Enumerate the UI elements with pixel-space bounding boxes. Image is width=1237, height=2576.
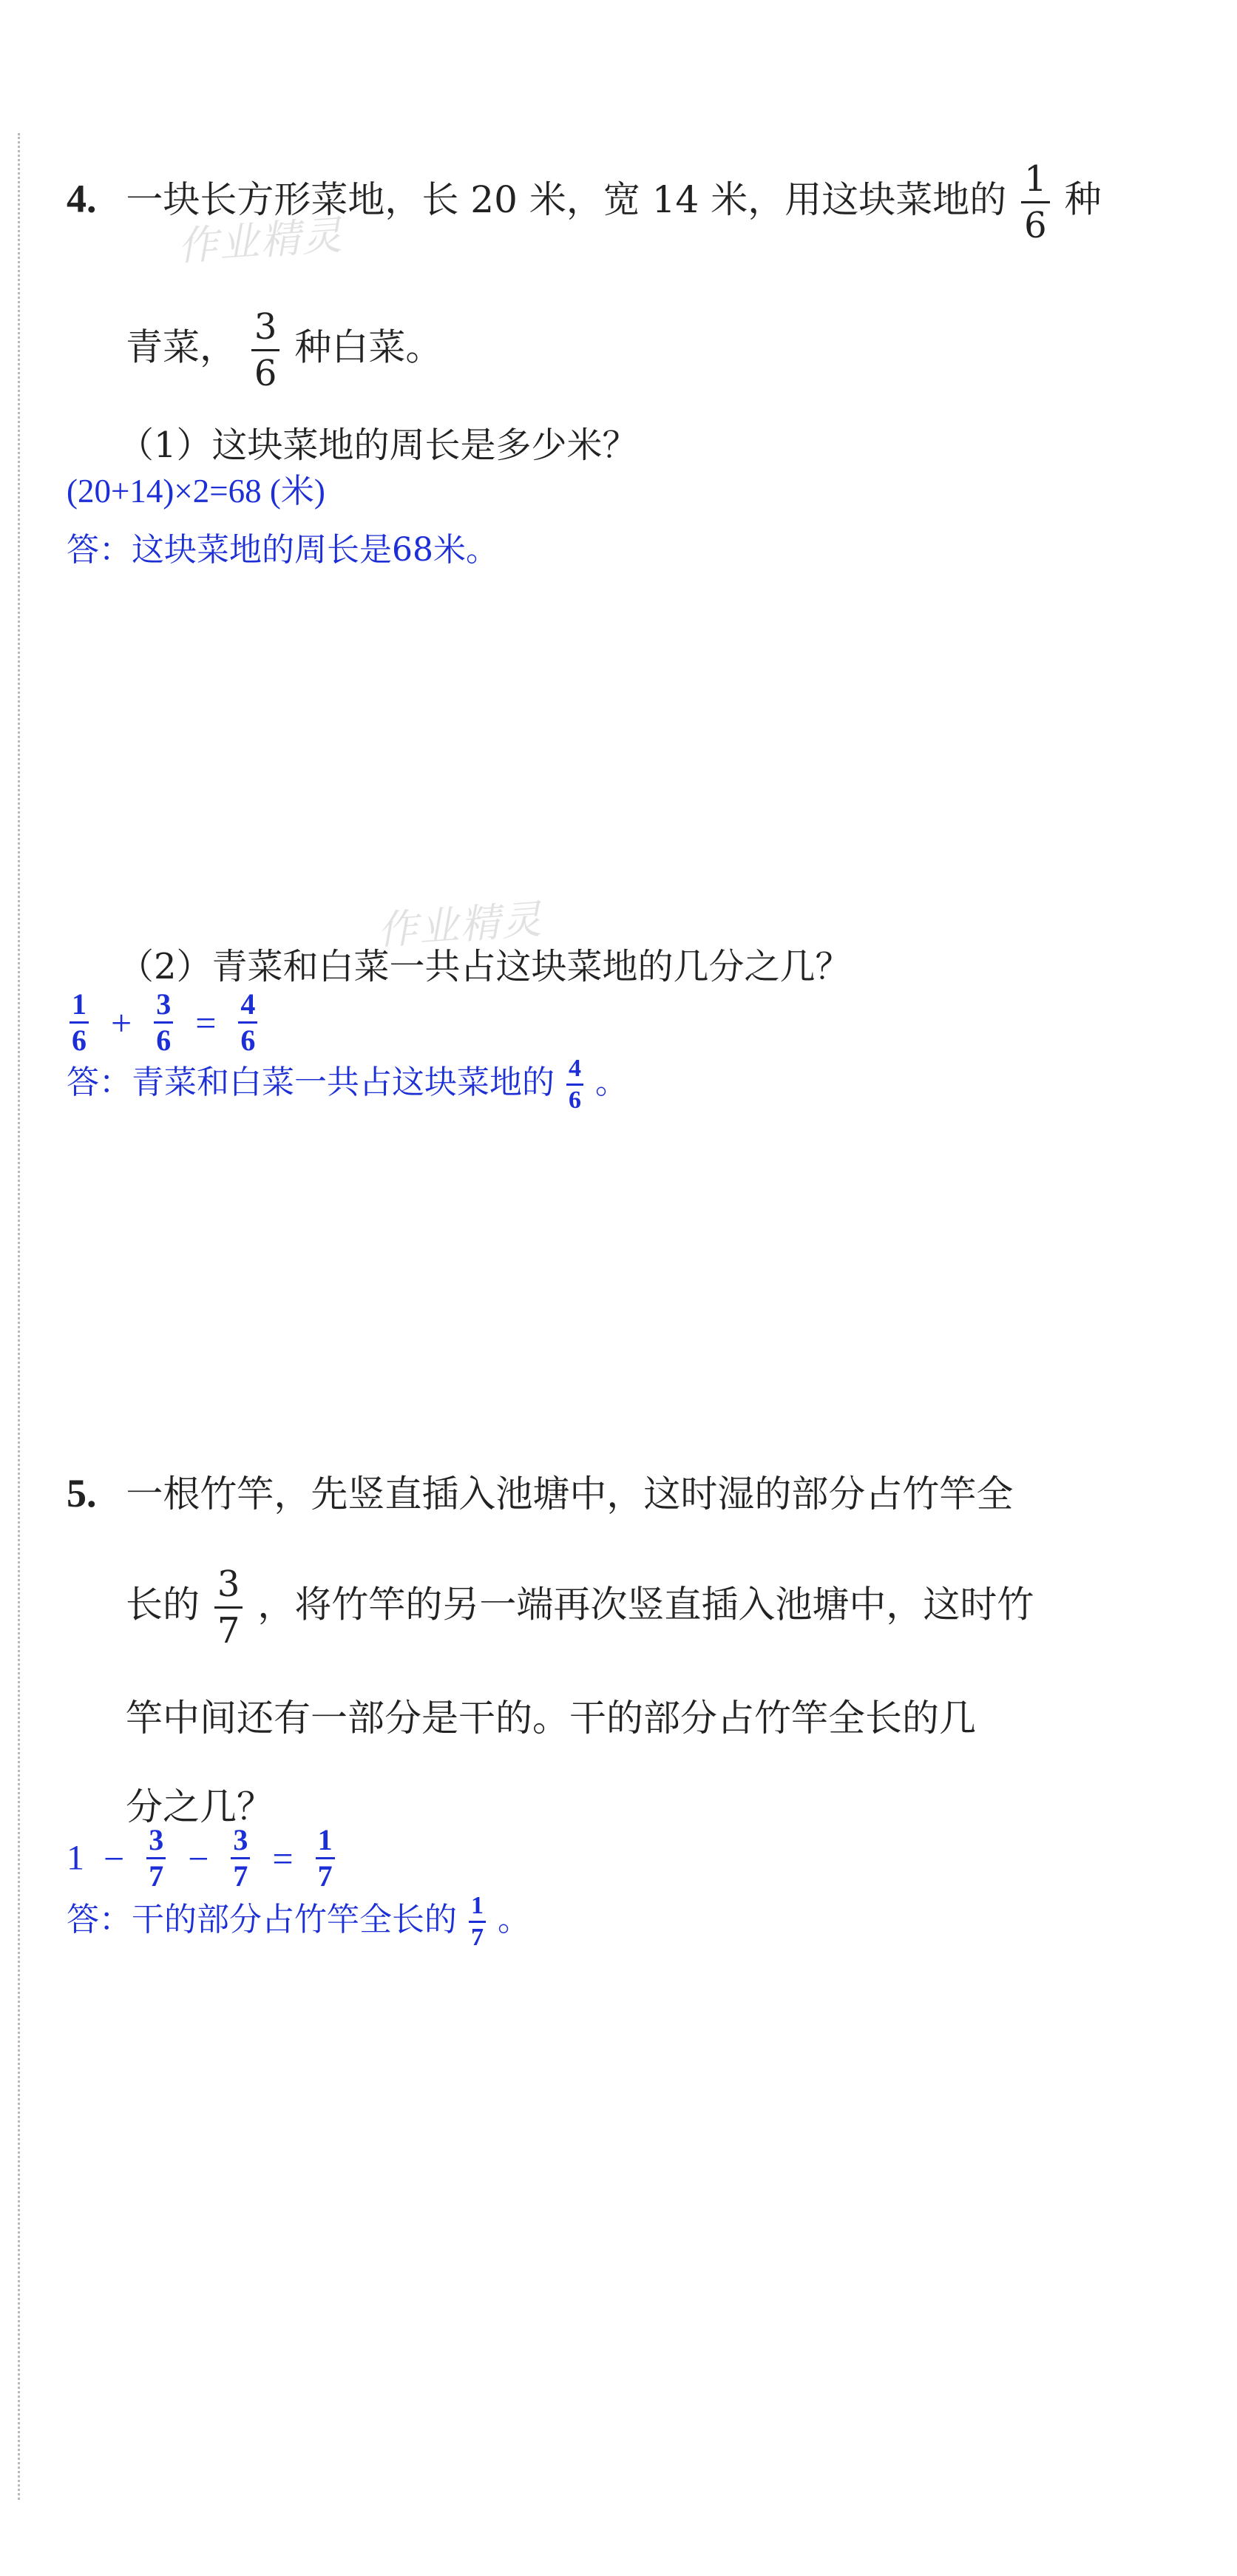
calc-fraction: $\frac{3}{6}$ bbox=[154, 990, 173, 1055]
q5-line2-tail: ，将竹竿的另一端再次竖直插入池塘中，这时竹 bbox=[257, 1583, 1034, 1626]
q5-line1-text: 一根竹竿，先竖直插入池塘中，这时湿的部分占竹竿全 bbox=[126, 1473, 1014, 1515]
q5-number: 5. bbox=[67, 1471, 97, 1515]
q4-line2-head: 青菜， bbox=[126, 325, 237, 369]
q5-answer-end: 。 bbox=[498, 1901, 530, 1938]
binding-margin-line bbox=[18, 133, 20, 2500]
q4-sub2-answer-end: 。 bbox=[595, 1064, 628, 1101]
q4-sub1-calculation: (20+14)×2=68 (米) bbox=[67, 473, 325, 510]
q4-line1-tail: 种 bbox=[1064, 178, 1102, 221]
calc-fraction: $\frac{1}{7}$ bbox=[316, 1825, 335, 1891]
q5-line3: 竿中间还有一部分是干的。干的部分占竹竿全长的几 bbox=[126, 1697, 976, 1740]
q4-sub2-calculation bbox=[67, 987, 260, 1057]
one: 1 bbox=[67, 1838, 84, 1878]
q4-line2-tail: 种白菜。 bbox=[294, 325, 443, 369]
q4-sub2-question: （2）青菜和白菜一共占这块菜地的几分之几？ bbox=[118, 946, 851, 987]
q4-line1-text: 一块长方形菜地，长 20 米，宽 14 米，用这块菜地的 bbox=[126, 178, 1007, 221]
q5-line2 bbox=[126, 1563, 1034, 1652]
q4-number: 4. bbox=[67, 176, 97, 221]
q4-line2 bbox=[126, 306, 443, 394]
minus-sign: − bbox=[188, 1837, 209, 1879]
answer-fraction: $\frac{1}{7}$ bbox=[469, 1893, 486, 1950]
q5-line4: 分之几？ bbox=[126, 1785, 274, 1828]
minus-sign: − bbox=[104, 1837, 125, 1879]
q5-line1 bbox=[67, 1473, 1013, 1513]
q4-sub2-answer bbox=[67, 1056, 628, 1113]
q5-calculation bbox=[67, 1825, 338, 1891]
q4-sub1-answer: 答：这块菜地的周长是68米。 bbox=[67, 531, 498, 569]
q4-sub1-question: （1）这块菜地的周长是多少米？ bbox=[118, 425, 638, 466]
q5-answer-text: 答：干的部分占竹竿全长的 bbox=[67, 1901, 457, 1938]
q4-sub2-answer-text: 答：青菜和白菜一共占这块菜地的 bbox=[67, 1064, 555, 1101]
equals-sign: = bbox=[272, 1837, 294, 1879]
calc-fraction: $\frac{3}{7}$ bbox=[146, 1825, 166, 1891]
watermark: 作业精灵 bbox=[176, 212, 345, 270]
q5-line2-head: 长的 bbox=[126, 1583, 200, 1626]
calc-fraction: $\frac{3}{7}$ bbox=[231, 1825, 250, 1891]
watermark: 作业精灵 bbox=[376, 896, 545, 954]
answer-fraction: $\frac{4}{6}$ bbox=[566, 1056, 583, 1113]
q4-fraction-a: $\frac{1}{6}$ bbox=[1021, 161, 1050, 243]
calc-fraction: $\frac{4}{6}$ bbox=[238, 990, 257, 1055]
q4-fraction-b: $\frac{3}{6}$ bbox=[251, 309, 280, 391]
calc-fraction: $\frac{1}{6}$ bbox=[70, 990, 89, 1055]
plus-sign: + bbox=[111, 1001, 132, 1044]
q5-fraction: $\frac{3}{7}$ bbox=[214, 1566, 243, 1649]
q5-answer bbox=[67, 1893, 530, 1950]
equals-sign: = bbox=[195, 1001, 217, 1044]
